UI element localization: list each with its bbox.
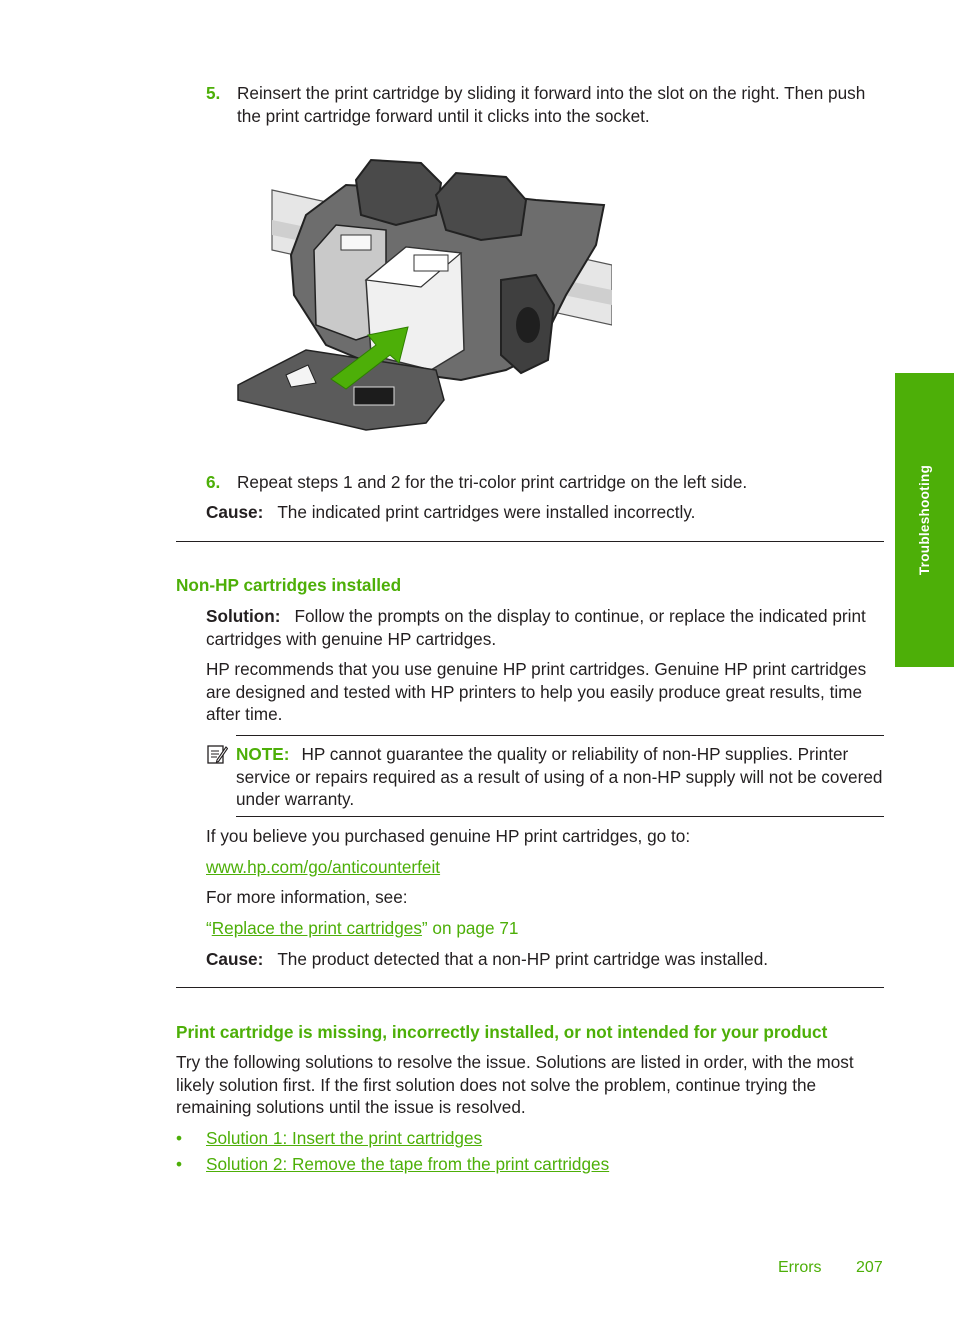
cause-text: The indicated print cartridges were installed incorrectly. [277,502,696,522]
cause-label: Cause: [206,949,264,969]
step-number: 6. [206,472,221,492]
solution-paragraph [206,605,886,650]
page-number: 207 [856,1259,883,1276]
section-heading-non-hp: Non-HP cartridges installed [176,575,402,595]
list-item [206,1127,482,1150]
step-text: Reinsert the print cartridge by sliding it forward into the slot on the right. Then push the print cartridge forward until it clicks into the socket. [237,83,866,126]
troubleshooting-side-tab [895,373,954,667]
cause-non-hp [206,948,886,971]
section-heading-missing: Print cartridge is missing, incorrectly installed, or not intended for your product [176,1022,828,1042]
note-paragraph [236,743,886,811]
anticounterfeit-paragraph [206,856,440,879]
note-text: HP cannot guarantee the quality or reliability of non-HP supplies. Printer service or repairs required as a result of using of a non-HP supply will not be covered under warranty. [236,744,883,809]
xref-open-quote: “ [206,918,212,938]
step-number: 5. [206,83,221,103]
xref-page-ref: ” on page 71 [421,918,519,938]
section-divider [176,987,884,988]
note-top-rule [236,735,884,736]
believe-paragraph: If you believe you purchased genuine HP print cartridges, go to: [206,826,691,846]
cartridge-insertion-illustration [236,155,612,433]
note-label: NOTE: [236,744,290,764]
section-divider [176,541,884,542]
cause-incorrect-install [206,501,886,524]
bullet-marker: • [176,1128,183,1148]
solution-1-link[interactable]: Solution 1: Insert the print cartridges [206,1128,483,1148]
cause-label: Cause: [206,502,264,522]
footer [778,1257,883,1280]
note-bottom-rule [236,816,884,817]
solution-2-link[interactable]: Solution 2: Remove the tape from the print cartridges [206,1154,610,1174]
more-info-paragraph: For more information, see: [206,887,408,907]
missing-intro-paragraph: Try the following solutions to resolve the issue. Solutions are listed in order, with the most likely solution first. If the first solution does not solve the problem, continue trying the remaining solutions until the issue is resolved. [176,1052,854,1117]
side-tab-label: Troubleshooting [916,464,932,576]
replace-cartridges-link[interactable]: Replace the print cartridges [211,918,422,938]
anticounterfeit-link[interactable]: www.hp.com/go/anticounterfeit [206,857,441,877]
solution-text: Follow the prompts on the display to continue, or replace the indicated print cartridges with genuine HP cartridges. [206,606,866,649]
cross-reference [206,917,518,940]
hp-recommend-paragraph: HP recommends that you use genuine HP print cartridges. Genuine HP print cartridges are designed and tested with HP printers to help you easily produce great results, time after time. [206,659,867,724]
note-icon [206,743,228,765]
cause-text: The product detected that a non-HP print cartridge was installed. [277,949,769,969]
footer-section: Errors [778,1259,822,1276]
step-text: Repeat steps 1 and 2 for the tri-color print cartridge on the left side. [237,472,748,492]
solution-label: Solution: [206,606,281,626]
list-item [206,1153,609,1176]
bullet-marker: • [176,1154,183,1174]
